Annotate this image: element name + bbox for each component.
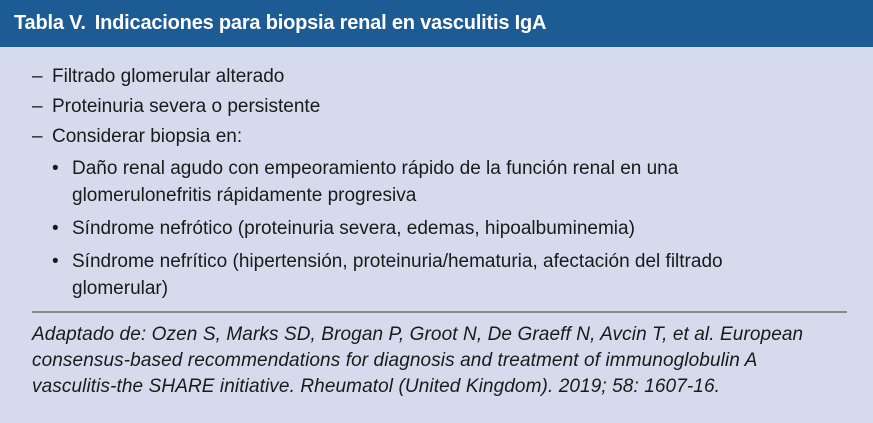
table-title [14, 12, 546, 35]
list-item-text: Filtrado glomerular alterado [52, 66, 285, 87]
sub-list-item-line: glomerular) [72, 278, 169, 299]
sub-list-item-line: Síndrome nefrítico (hipertensión, proteinuria/hematuria, afectación del filtrado [72, 251, 723, 272]
sub-list-item-line: glomerulonefritis rápidamente progresiva [72, 185, 417, 206]
dash-marker: – [32, 126, 43, 147]
footnote-line: vasculitis-the SHARE initiative. Rheumatol (United Kingdom). 2019; 58: 1607-16. [32, 376, 721, 397]
table-number: Tabla V. [14, 12, 86, 34]
list-item [32, 63, 847, 93]
biopsy-conditions-list [32, 155, 847, 302]
bullet-marker: • [52, 218, 59, 239]
table-header [0, 0, 873, 47]
dash-marker: – [32, 66, 43, 87]
bullet-marker: • [52, 251, 59, 272]
bullet-marker: • [52, 158, 59, 179]
sub-list-item [32, 215, 847, 242]
list-item-text: Proteinuria severa o persistente [52, 96, 321, 117]
dash-marker: – [32, 96, 43, 117]
sub-list-item-line: Daño renal agudo con empeoramiento rápido de la función renal en una [72, 158, 679, 179]
list-item [32, 93, 847, 123]
table-title-text: Indicaciones para biopsia renal en vasculitis IgA [94, 12, 547, 34]
footnote-line: Adaptado de: Ozen S, Marks SD, Brogan P, Groot N, De Graeff N, Avcin T, et al. European [32, 324, 804, 345]
list-item [32, 123, 847, 153]
sub-list-item-line: Síndrome nefrótico (proteinuria severa, edemas, hipoalbuminemia) [72, 218, 635, 239]
sub-list-item [32, 155, 847, 209]
divider [32, 311, 847, 313]
source-footnote [32, 322, 862, 400]
indications-list [32, 63, 847, 308]
sub-list-item [32, 248, 847, 302]
list-item-text: Considerar biopsia en: [52, 126, 243, 147]
footnote-line: consensus-based recommendations for diagnosis and treatment of immunoglobulin A [32, 350, 758, 371]
